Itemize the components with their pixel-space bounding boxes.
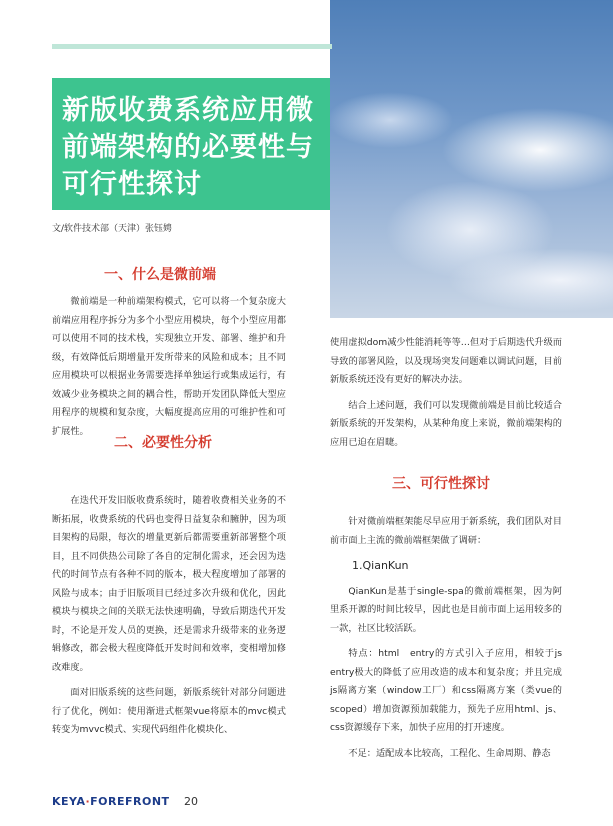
left-column-bottom [52,492,286,747]
page-number: 20 [184,795,198,808]
left-column-top [52,293,286,448]
brand-dot: · [85,795,91,808]
brand-left: KEYA [52,795,86,808]
right-column-top [330,334,562,459]
paragraph: 使用虚拟dom减少性能消耗等等…但对于后期迭代升级而导致的部署风险，以及现场突发问题难以调试问题，目前新版系统还没有更好的解决办法。 [330,337,562,385]
accent-bar [52,44,332,49]
right-column-bottom [330,513,562,770]
paragraph: 特点：html entry的方式引入子应用，相较于js entry极大的降低了应用改造的成本和复杂度；并且完成js隔离方案（window工厂）和css隔离方案（类vue的scoped）增加资源预加载能力，预先子应用html、js、css资源缓存下来，加快子应用的打开速度。 [330,648,562,733]
author-line: 文/软件技术部（天津）张钰娉 [52,224,173,234]
brand-right: FOREFRONT [90,795,170,808]
paragraph: 不足：适配成本比较高，工程化、生命周期、静态 [348,747,551,759]
article-title: 新版收费系统应用微前端架构的必要性与可行性探讨 [62,95,314,200]
paragraph: 微前端是一种前端架构模式，它可以将一个复杂庞大前端应用程序拆分为多个小型应用模块，每个小型应用都可以使用不同的技术栈，实现独立开发、部署、维护和升级，有效降低后期增量开发所带来的风险和成本；且不同应用模块可以根据业务需要选择单独运行或集成运行，有效减少业务模块之间的耦合性，帮助开发团队降低大型应用程序的规模和复杂度，大幅度提高应用的可维护性和可扩展性。 [52,296,286,437]
paragraph: 在迭代开发旧版收费系统时，随着收费相关业务的不断拓展，收费系统的代码也变得日益复杂和臃肿，因为项目架构的局限，每次的增量更新后都需要重新部署整个项目，且不同供热公司除了各自的定制化需求，还会因为迭代的时间节点有各种不同的版本，极大程度增加了部署的风险与成本；由于旧版项目已经过多次升级和优化，因此模块与模块之间的关联无法快速明确，导致后期迭代开发时，不论是开发人员的更换，还是需求升级带来的业务逻辑修改，都会极大程度降低开发时间和效率，变相增加修改难度。 [52,495,286,673]
section-1-heading: 一、什么是微前端 [104,267,216,283]
subheading: 1.QianKun [352,559,409,572]
paragraph: 结合上述问题，我们可以发现微前端是目前比较适合新版系统的开发架构，从某种角度上来说，微前端架构的应用已迫在眉睫。 [330,399,562,448]
section-2-heading: 二、必要性分析 [114,435,212,451]
footer-brand [52,795,170,808]
paragraph: 针对微前端框架能尽早应用于新系统，我们团队对目前市面上主流的微前端框架做了调研： [330,516,562,546]
sky-photo [330,0,613,318]
paragraph: 面对旧版系统的这些问题，新版系统针对部分问题进行了优化，例如：使用渐进式框架vue将原本的mvc模式转变为mvvc模式、实现代码组件化模块化、 [52,687,286,735]
paragraph: QianKun是基于single-spa的微前端框架，因为阿里系开源的时间比较早，因此也是目前市面上运用较多的一款，社区比较活跃。 [330,585,562,634]
section-3-heading: 三、可行性探讨 [392,476,490,492]
